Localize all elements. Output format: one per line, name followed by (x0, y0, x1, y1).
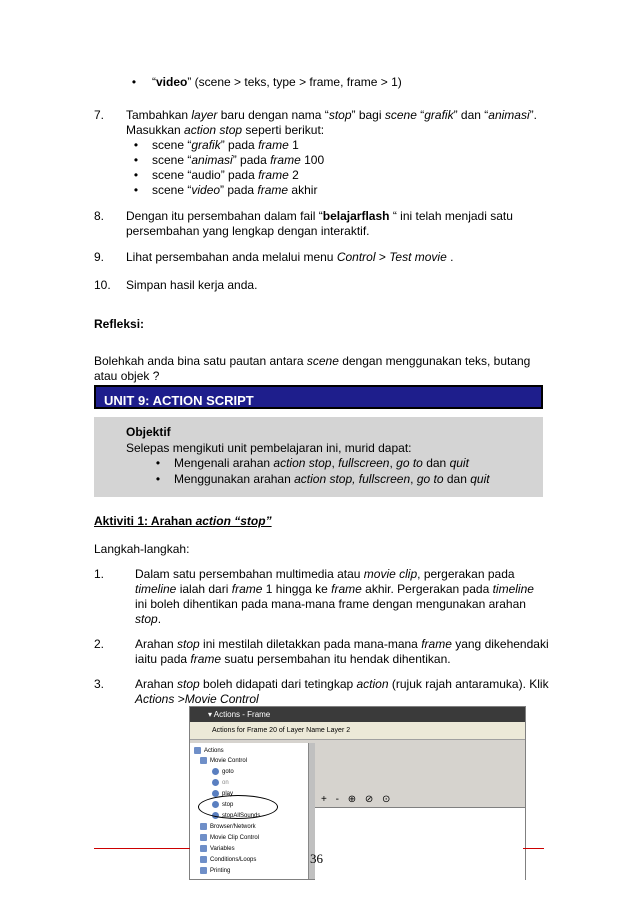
footer-rule-left (94, 848, 190, 849)
tree-item[interactable]: Browser/Network (200, 823, 256, 832)
bullet-dot: • (133, 138, 139, 152)
objektif-bullet1: Mengenali arahan action stop, fullscreen, go to dan quit (174, 456, 469, 470)
page-number: 36 (310, 851, 323, 866)
step-number: 1. (94, 567, 105, 581)
step1-line1: Dalam satu persembahan multimedia atau movie clip, pergerakan pada (135, 567, 515, 581)
video-bullet-text: “video” (scene > teks, type > frame, frame > 1) (152, 75, 402, 89)
item-number: 7. (94, 108, 105, 122)
item8-line2: persembahan yang lengkap dengan interaktif. (126, 224, 370, 238)
tree-item[interactable]: Conditions/Loops (200, 856, 256, 865)
aktiviti-heading: Aktiviti 1: Arahan action “stop” (94, 514, 272, 528)
tree-item[interactable]: Printing (200, 867, 230, 876)
refleksi-line2: atau objek ? (94, 369, 160, 383)
tree-item[interactable]: stopAllSounds (212, 812, 260, 821)
tree-item[interactable]: play (212, 790, 233, 799)
bullet-dot: • (155, 472, 161, 486)
scene-bullet: scene “video” pada frame akhir (152, 183, 318, 197)
book-icon (200, 757, 207, 764)
step2-line1: Arahan stop ini mestilah diletakkan pada mana-mana frame yang dikehendaki (135, 637, 549, 651)
step1-line2: timeline ialah dari frame 1 hingga ke frame akhir. Pergerakan pada timeline (135, 582, 534, 596)
step1-line4: stop. (135, 612, 162, 626)
item9-text: Lihat persembahan anda melalui menu Control > Test movie . (126, 250, 454, 264)
book-icon (200, 867, 207, 874)
action-icon (212, 779, 219, 786)
panel-title: ▾ Actions - Frame (190, 707, 525, 722)
item10-text: Simpan hasil kerja anda. (126, 278, 258, 292)
panel-subtitle: Actions for Frame 20 of Layer Name Layer 2 (190, 722, 525, 740)
tree-item[interactable]: Movie Control (200, 757, 247, 766)
editor-toolbar[interactable]: + - ⊕ ⊘ ⊙ (321, 794, 394, 805)
bullet-dot: • (133, 168, 139, 182)
bullet-dot: • (131, 75, 137, 89)
book-icon (200, 845, 207, 852)
script-pane[interactable] (315, 807, 525, 880)
scene-bullet: scene “animasi” pada frame 100 (152, 153, 325, 167)
tree-item[interactable]: on (212, 779, 229, 788)
step1-line3: ini boleh dihentikan pada mana-mana frame dengan mengunakan arahan (135, 597, 526, 611)
book-icon (200, 823, 207, 830)
book-icon (200, 856, 207, 863)
actions-panel-screenshot (189, 706, 526, 880)
tree-item[interactable]: Movie Clip Control (200, 834, 259, 843)
action-icon (212, 768, 219, 775)
scene-bullet: scene “grafik” pada frame 1 (152, 138, 299, 152)
tree-item-stop[interactable]: stop (212, 801, 233, 810)
book-icon (194, 747, 201, 754)
step3-line2: Actions >Movie Control (135, 692, 259, 706)
step2-line2: iaitu pada frame suatu persembahan itu hendak dihentikan. (135, 652, 451, 666)
bullet-dot: • (133, 153, 139, 167)
langkah-label: Langkah-langkah: (94, 542, 190, 556)
step-number: 3. (94, 677, 105, 691)
item-number: 8. (94, 209, 105, 223)
item-number: 10. (94, 278, 111, 292)
step-number: 2. (94, 637, 105, 651)
bullet-dot: • (155, 456, 161, 470)
book-icon (200, 834, 207, 841)
tree-item[interactable]: Variables (200, 845, 235, 854)
refleksi-line1: Bolehkah anda bina satu pautan antara scene dengan menggunakan teks, butang (94, 354, 531, 368)
step3-line1: Arahan stop boleh didapati dari tetingkap action (rujuk rajah antaramuka). Klik (135, 677, 549, 691)
refleksi-heading: Refleksi: (94, 317, 145, 331)
tree-item[interactable]: Actions (194, 747, 224, 756)
footer-rule-right (523, 848, 544, 849)
highlight-oval (198, 795, 278, 819)
script-editor[interactable] (315, 743, 525, 879)
item7-line1: Tambahkan layer baru dengan nama “stop” bagi scene “grafik” dan “animasi”. (126, 108, 537, 122)
item7-line2: Masukkan action stop seperti berikut: (126, 123, 325, 137)
unit-title-bar: UNIT 9: ACTION SCRIPT (94, 385, 543, 409)
tree-item[interactable]: goto (212, 768, 234, 777)
item-number: 9. (94, 250, 105, 264)
objektif-bullet2: Menggunakan arahan action stop, fullscreen, go to dan quit (174, 472, 490, 486)
item8-line1: Dengan itu persembahan dalam fail “belajarflash “ ini telah menjadi satu (126, 209, 513, 223)
bullet-dot: • (133, 183, 139, 197)
scene-bullet: scene “audio” pada frame 2 (152, 168, 299, 182)
objektif-intro: Selepas mengikuti unit pembelajaran ini, murid dapat: (126, 441, 412, 455)
objektif-heading: Objektif (126, 425, 171, 439)
